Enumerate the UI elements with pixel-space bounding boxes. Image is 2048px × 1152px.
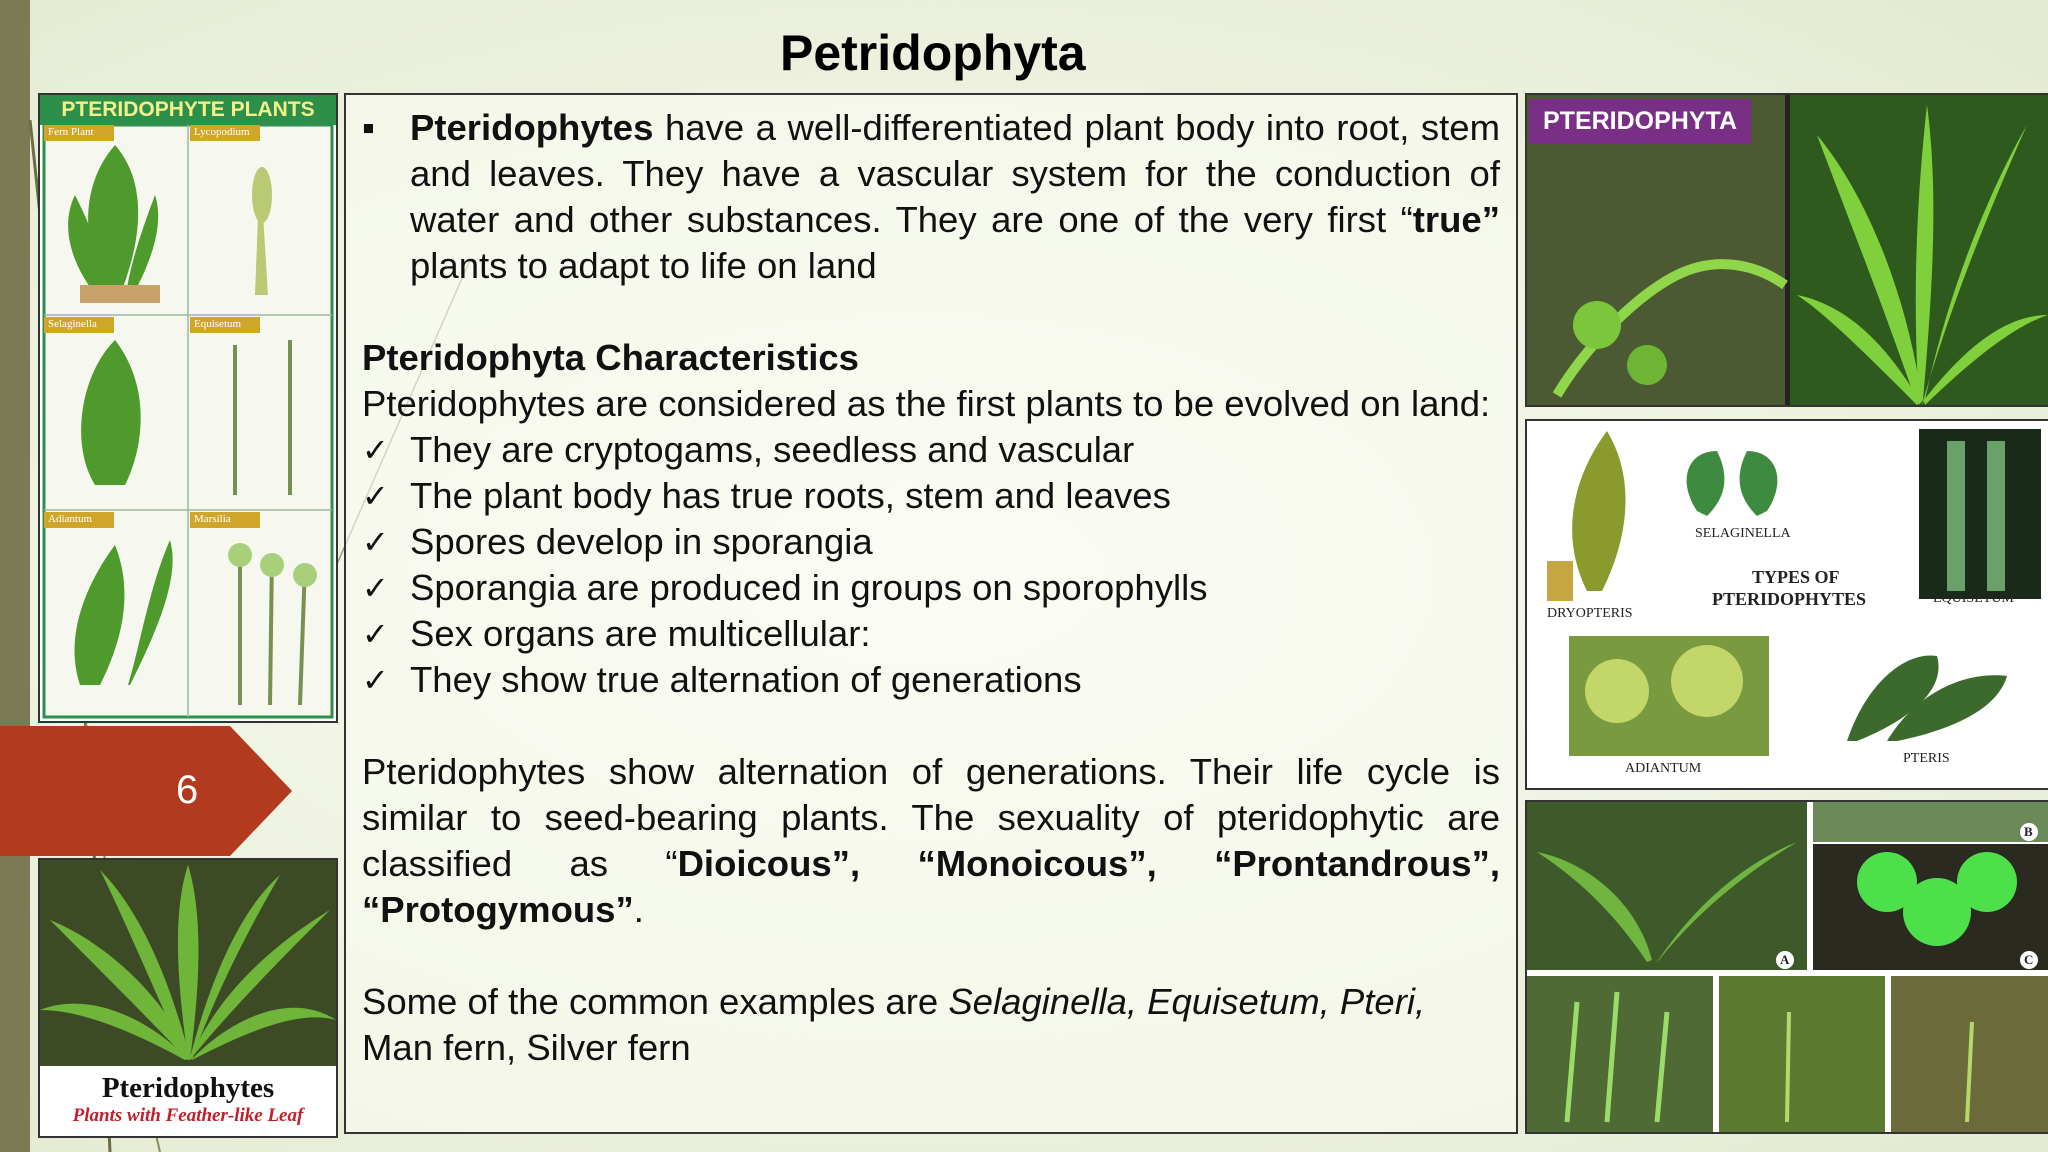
types-title-line-2: PTERIDOPHYTES [1712, 589, 1867, 609]
check-item-text: They are cryptogams, seedless and vascular [410, 429, 1135, 470]
check-item [362, 473, 1500, 519]
slide-number-arrow-shape [0, 726, 292, 856]
plant-card-title: PTERIDOPHYTE PLANTS [40, 95, 336, 125]
label-equisetum: Equisetum [194, 318, 242, 330]
pteridophyta-photo-pair [1525, 93, 2048, 407]
plant-card-illustration [40, 125, 336, 721]
check-item-text: The plant body has true roots, stem and leaves [410, 475, 1171, 516]
checkmark-icon: ✓ [362, 661, 389, 699]
checkmark-icon: ✓ [362, 569, 389, 607]
check-item [362, 565, 1500, 611]
sexuality-terms-bold: Dioicous”, “Monoicous”, “Prontandrous”, “Protogymous” [362, 843, 1500, 930]
characteristics-heading: Pteridophyta Characteristics [362, 337, 859, 378]
check-item-text: Spores develop in sporangia [410, 521, 873, 562]
label-marsilia: Marsilia [194, 513, 231, 525]
examples-text: Some of the common examples are [362, 981, 949, 1022]
checkmark-icon: ✓ [362, 431, 389, 469]
examples-paragraph [362, 979, 1500, 1071]
intro-text-1: have a well-differentiated plant body into root, stem and leaves. They have a vascular system for the conduction of water and other substances. They are one of the very first “ [410, 107, 1500, 240]
pteridophytes-bold: Pteridophytes [410, 107, 654, 148]
left-decor-band [0, 0, 30, 1152]
label-adiantum-type: ADIANTUM [1625, 761, 1702, 776]
characteristics-intro: Pteridophytes are considered as the first plants to be evolved on land: [362, 383, 1491, 424]
check-item [362, 427, 1500, 473]
types-title-line-1: TYPES OF [1752, 567, 1840, 587]
main-text-panel [344, 93, 1518, 1134]
checkmark-icon: ✓ [362, 615, 389, 653]
label-selaginella-type: SELAGINELLA [1695, 526, 1791, 541]
pteridophytes-fern-image [38, 858, 338, 1138]
check-item [362, 611, 1500, 657]
label-fern-plant: Fern Plant [48, 126, 94, 138]
true-bold: true” [1412, 199, 1500, 240]
pteridophyta-badge: PTERIDOPHYTA [1529, 99, 1751, 144]
alternation-end: . [633, 889, 644, 930]
check-item [362, 519, 1500, 565]
fern-photo [40, 860, 336, 1066]
check-item-text: Sporangia are produced in groups on sporophylls [410, 567, 1208, 608]
alternation-text: Pteridophytes show alternation of generations. Their life cycle is similar to seed-bearing plants. The sexuality of pteridophytic are classified as “ [362, 751, 1500, 884]
label-equisetum-type: EQUISETUM [1933, 591, 2014, 606]
label-adiantum: Adiantum [48, 513, 92, 525]
square-bullet-icon: ▪ [362, 107, 375, 148]
slide-title: Petridophyta [780, 25, 1086, 81]
fern-photo-grid [1525, 800, 2048, 1134]
check-item [362, 657, 1500, 703]
alternation-paragraph [362, 749, 1500, 933]
intro-bullet [362, 105, 1500, 289]
check-item-text: Sex organs are multicellular: [410, 613, 871, 654]
label-selaginella: Selaginella [48, 318, 97, 330]
types-of-pteridophytes-image [1525, 419, 2048, 790]
photo-letter-b: B [2024, 824, 2033, 839]
pteridophyte-plants-chart-image [38, 93, 338, 723]
checkmark-icon: ✓ [362, 477, 389, 515]
checkmark-icon: ✓ [362, 523, 389, 561]
fern-caption [40, 1066, 336, 1138]
label-pteris: PTERIS [1903, 751, 1950, 766]
examples-text-2: Man fern, Silver fern [362, 1027, 691, 1068]
caption-title: Pteridophytes [101, 1072, 275, 1104]
intro-text-2: plants to adapt to life on land [410, 245, 877, 286]
photo-letter-c: C [2024, 952, 2034, 967]
caption-subtitle: Plants with Feather-like Leaf [72, 1105, 304, 1126]
photo-letter-a: A [1780, 952, 1790, 967]
label-dryopteris: DRYOPTERIS [1547, 606, 1633, 621]
label-lycopodium: Lycopodium [194, 126, 250, 138]
slide-number-marker [0, 726, 292, 856]
check-item-text: They show true alternation of generations [410, 659, 1082, 700]
intro-paragraph [410, 105, 1500, 289]
examples-italic: Selaginella, Equisetum, Pteri, [948, 981, 1426, 1022]
slide-number: 6 [176, 768, 199, 812]
